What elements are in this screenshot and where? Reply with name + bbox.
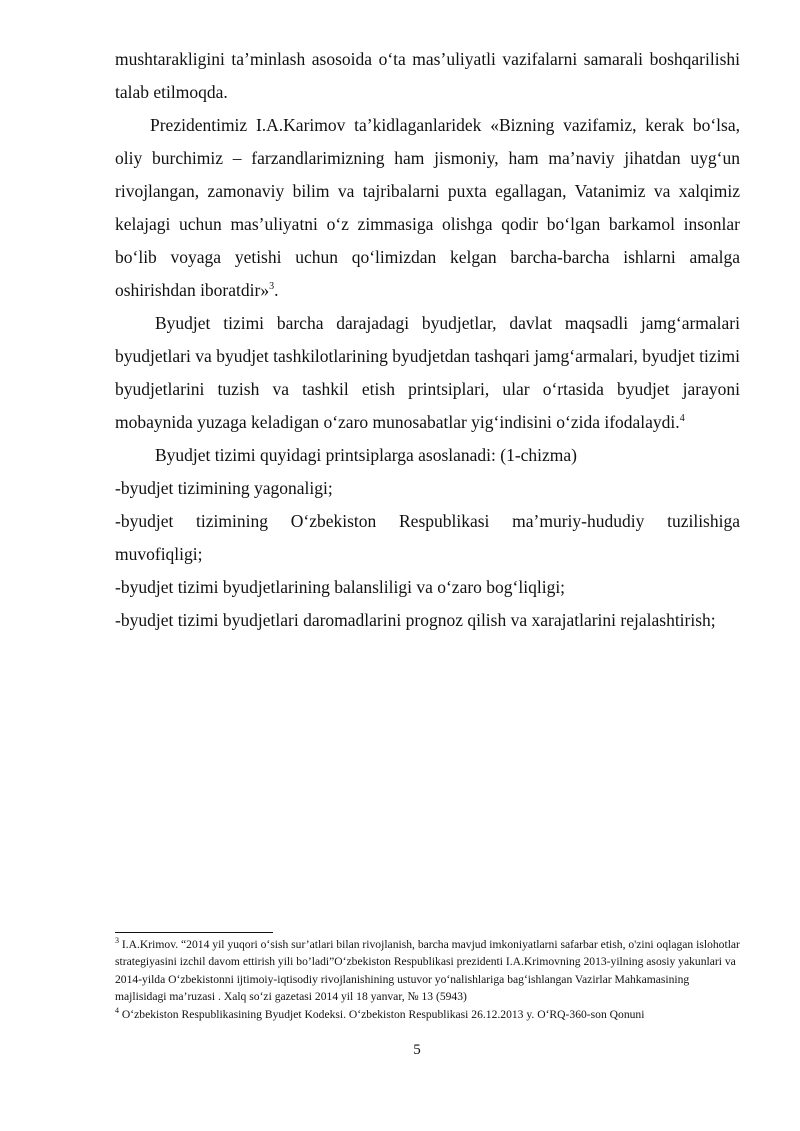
paragraph-2	[115, 109, 740, 307]
paragraph-3	[115, 307, 740, 439]
list-item: -byudjet tizimi byudjetlarining balansliligi va o‘zaro bog‘liqligi;	[115, 577, 566, 597]
footnote-mark-3: 3	[115, 936, 119, 946]
main-text	[115, 43, 740, 637]
list-item: -byudjet tizimining yagonaligi;	[115, 478, 333, 498]
list-item: -byudjet tizimi byudjetlari daromadlarini prognoz qilish va xarajatlarini rejalashtirish;	[115, 610, 716, 630]
paragraph-2-text: Prezidentimiz I.A.Karimov ta’kidlaganlaridek «Bizning vazifamiz, kerak bo‘lsa, oliy burchimiz – farzandlarimizning ham jismoniy, ham ma’naviy jihatdan uyg‘un rivojlangan, zamonaviy bilim va tajribalarni puxta egallagan, Vatanimiz va xalqimiz kelajagi uchun mas’uliyatni o‘z zimmasiga olishga qodir bo‘lgan barkamol insonlar bo‘lib voyaga yetishi uchun qo‘limizdan kelgan barcha-barcha ishlarni amalga oshirishdan iboratdir»	[115, 115, 740, 300]
footnote-4	[115, 1006, 740, 1023]
footnote-3	[115, 936, 740, 1006]
footnote-divider	[115, 932, 273, 933]
footnote-mark-4: 4	[115, 1005, 119, 1015]
footnote-3-text: I.A.Krimov. “2014 yil yuqori o‘sish sur’atlari bilan rivojlanish, barcha mavjud imkoniyatlarni safarbar etish, o'zini oqlagan islohotlar strategiyasini izchil davom ettirish yili bo’ladi”O‘zbekiston Respublikasi prezidenti I.A.Krimovning 2013-yilning asosiy yakunlari va 2014-yilda O‘zbekistonni ijtimoiy-iqtisodiy rivojlanishining ustuvor yo‘nalishlariga bag‘ishlangan Vazirlar Mahkamasining majlisidagi ma’ruzasi . Xalq so‘zi gazetasi 2014 yil 18 yanvar, № 13 (5943)	[115, 938, 740, 1004]
paragraph-1: mushtarakligini ta’minlash asosoida o‘ta mas’uliyatli vazifalarni samarali boshqarilishi talab etilmoqda.	[115, 49, 740, 102]
paragraph-4: Byudjet tizimi quyidagi printsiplarga asoslanadi: (1-chizma)	[155, 445, 578, 465]
footnote-4-text: O‘zbekiston Respublikasining Byudjet Kodeksi. O‘zbekiston Respublikasi 26.12.2013 y. O‘RQ-360-son Qonuni	[119, 1007, 645, 1021]
footnote-ref-4[interactable]: 4	[679, 413, 685, 425]
paragraph-2-end: .	[274, 280, 279, 300]
list-item: -byudjet tizimining O‘zbekiston Respublikasi ma’muriy-hududiy tuzilishiga muvofiqligi;	[115, 511, 740, 564]
paragraph-3-text: Byudjet tizimi barcha darajadagi byudjetlar, davlat maqsadli jamg‘armalari byudjetlari va byudjet tashkilotlarining byudjetdan tashqari jamg‘armalari, byudjet tizimi byudjetlarini tuzish va tashkil etish printsiplari, ular o‘rtasida byudjet jarayoni mobaynida yuzaga keladigan o‘zaro munosabatlar yig‘indisini o‘zida ifodalaydi.	[115, 313, 740, 432]
page-number: 5	[413, 1042, 421, 1058]
footnotes	[115, 936, 740, 1023]
footnote-ref-3[interactable]: 3	[269, 281, 275, 293]
